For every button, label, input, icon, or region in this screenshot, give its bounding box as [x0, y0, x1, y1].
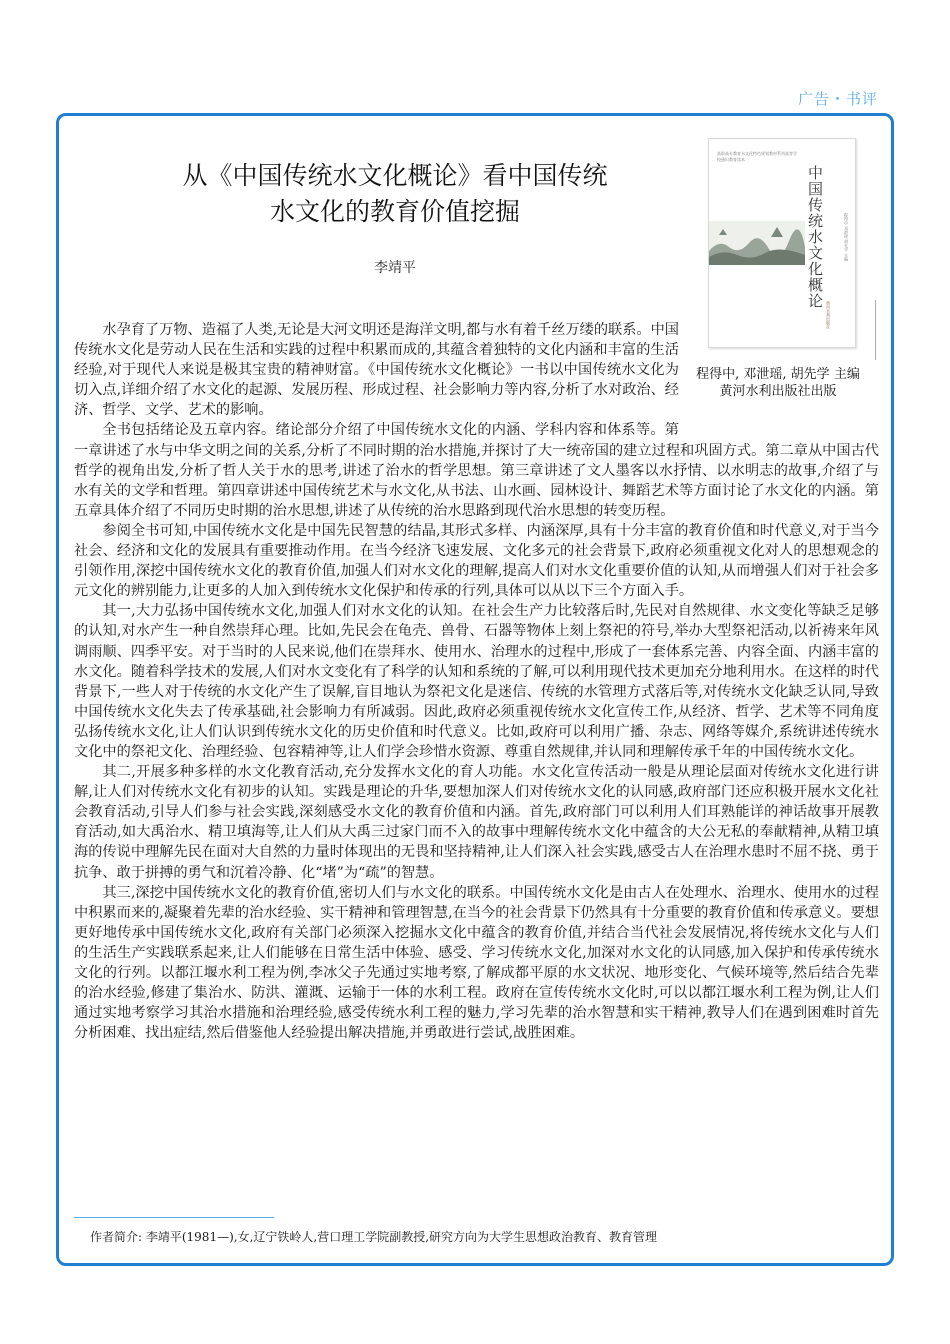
section-tag: 广告・书评 [797, 90, 878, 108]
title-line-2: 水文化的教育价值挖掘 [269, 197, 520, 226]
book-cover-title: 中国传统水文化概论 [806, 165, 824, 309]
caption-publisher: 黄河水利出版社出版 [719, 384, 837, 399]
footnote-divider [74, 1217, 274, 1218]
paragraph: 参阅全书可知,中国传统水文化是中国先民智慧的结晶,其形式多样、内涵深厚,具有十分丰富的教育价值和时代意义,对于当今社会、经济和文化的发展具有重要推动作用。在当今经济飞速发展、文化多元的社会背景下,政府必须重视文化对人的思想观念的引领作用,深挖中国传统水文化的教育价值,加强人们对水文化的理解,提高人们对水文化重要价值的认知,从而增强人们对于社会多元文化的辨别能力,让更多的人加入到传统水文化保护和传承的行列,具体可以从以下三个方面入手。 [74, 522, 879, 600]
book-cover-image [708, 138, 856, 348]
text-wrap-spacer [679, 320, 879, 424]
paragraph: 全书包括绪论及五章内容。绪论部分介绍了中国传统水文化的内涵、学科内容和体系等。第一章讲述了水与中华文明之间的关系,分析了不同时期的治水措施,并探讨了大一统帝国的建立过程和巩固方式。第二章从中国古代哲学的视角出发,分析了哲人关于水的思考,讲述了治水的哲学思想。第三章讲述了文人墨客以水抒情、以水明志的故事,介绍了与水有关的文学和哲理。第四章讲述中国传统艺术与水文化,从书法、山水画、园林设计、舞蹈艺术等方面讨论了水文化的内涵。第五章具体介绍了不同历史时期的治水思想,讲述了从传统的治水思路到现代治水思想的转变历程。 [74, 422, 879, 519]
article-title [120, 158, 670, 230]
book-cover-publisher: 黄河水利出版社 [826, 301, 831, 329]
paragraph: 其三,深挖中国传统水文化的教育价值,密切人们与水文化的联系。中国传统水文化是由古人在处理水、治理水、使用水的过程中积累而来的,凝聚着先辈的治水经验、实干精神和管理智慧,在当今的社会背景下仍然具有十分重要的教育价值和传承意义。要想更好地传承中国传统水文化,政府有关部门必须深入挖掘水文化中蕴含的教育价值,并结合当代社会发展情况,将传统水文化与人们的生活生产实践联系起来,让人们能够在日常生活中体验、感受、学习传统水文化,加深对水文化的认同感,加入保护和传承传统水文化的行列。以都江堰水利工程为例,李冰父子先通过实地考察,了解成都平原的水文状况、地形变化、气候环境等,然后结合先辈的治水经验,修建了集治水、防洪、灌溉、运输于一体的水利工程。政府在宣传传统水文化时,可以以都江堰水利工程为例,让人们通过实地考察学习其治水措施和治理经验,感受传统水利工程的魅力,学习先辈的治水智慧和实干精神,教导人们在遇到困难时首先分析困难、找出症结,然后借鉴他人经验提出解决措施,并勇敢进行尝试,战胜困难。 [74, 884, 879, 1042]
article-body [74, 320, 879, 1043]
paragraph: 其二,开展多种多样的水文化教育活动,充分发挥水文化的育人功能。水文化宣传活动一般是从理论层面对传统水文化进行讲解,让人们对传统水文化有初步的认知。实践是理论的升华,要想加深人们对传统水文化的认同感,政府部门还应积极开展水文化社会教育活动,引导人们参与社会实践,深刻感受水文化的教育价值和内涵。首先,政府部门可以利用人们耳熟能详的神话故事开展教育活动,如大禹治水、精卫填海等,让人们从大禹三过家门而不入的故事中理解传统水文化中蕴含的大公无私的奉献精神,从精卫填海的传说中理解先民在面对大自然的力量时体现出的无畏和坚持精神,让人们深入社会实践,感受古人在治理水患时不屈不挠、勇于抗争、敢于拼搏的勇气和沉着冷静、化“堵”为“疏”的智慧。 [74, 764, 879, 881]
article-author: 李靖平 [374, 260, 416, 276]
paragraph: 水孕育了万物、造福了人类,无论是大河文明还是海洋文明,都与水有着千丝万缕的联系。中国传统水文化是劳动人民在生活和实践的过程中积累而成的,其蕴含着独特的文化内涵和丰富的生活经验,对于现代人来说是极其宝贵的精神财富。《中国传统水文化概论》一书以中国传统水文化为切入点,详细介绍了水文化的起源、发展历程、形成过程、社会影响力等内容,分析了水对政治、经济、哲学、文学、艺术的影响。 [74, 322, 679, 419]
book-cover-editors: 程得中 邓泄瑶 胡先学 主编 [844, 213, 849, 261]
caption-editors: 程得中, 邓泄瑶, 胡先学 主编 [696, 367, 860, 382]
title-line-1: 从《中国传统水文化概论》看中国传统 [182, 161, 608, 190]
author-bio-footnote: 作者简介: 李靖平(1981—),女,辽宁铁岭人,营口理工学院副教授,研究方向为大学生思想政治教育、教育管理 [90, 1230, 658, 1244]
paragraph: 其一,大力弘扬中国传统水文化,加强人们对水文化的认知。在社会生产力比较落后时,先民对自然规律、水文变化等缺乏足够的认知,对水产生一种自然崇拜心理。比如,先民会在龟壳、兽骨、石器等物体上刻上祭祀的符号,举办大型祭祀活动,以祈祷来年风调雨顺、四季平安。对于当时的人民来说,他们在崇拜水、使用水、治理水的过程中,形成了一套体系完善、内容全面、内涵丰富的水文化。随着科学技术的发展,人们对水文变化有了科学的认知和系统的了解,可以利用现代技术更加充分地利用水。在这样的时代背景下,一些人对于传统的水文化产生了误解,盲目地认为祭祀文化是迷信、传统的水管理方式落后等,对传统水文化缺乏认同,导致中国传统水文化失去了传承基础,社会影响力有所减弱。因此,政府必须重视传统水文化宣传工作,从经济、哲学、艺术等不同角度弘扬传统水文化,让人们认识到传统水文化的历史价值和时代意义。比如,政府可以利用广播、杂志、网络等媒介,系统讲述传统水文化中的祭祀文化、治理经验、包容精神等,让人们学会珍惜水资源、尊重自然规律,并认同和理解传承千年的中国传统水文化。 [74, 603, 879, 760]
landscape-painting-icon [709, 221, 805, 265]
book-series-text: 高职高专教育水文化特色规划教材系列高等学校通识教育读本 [717, 151, 797, 162]
